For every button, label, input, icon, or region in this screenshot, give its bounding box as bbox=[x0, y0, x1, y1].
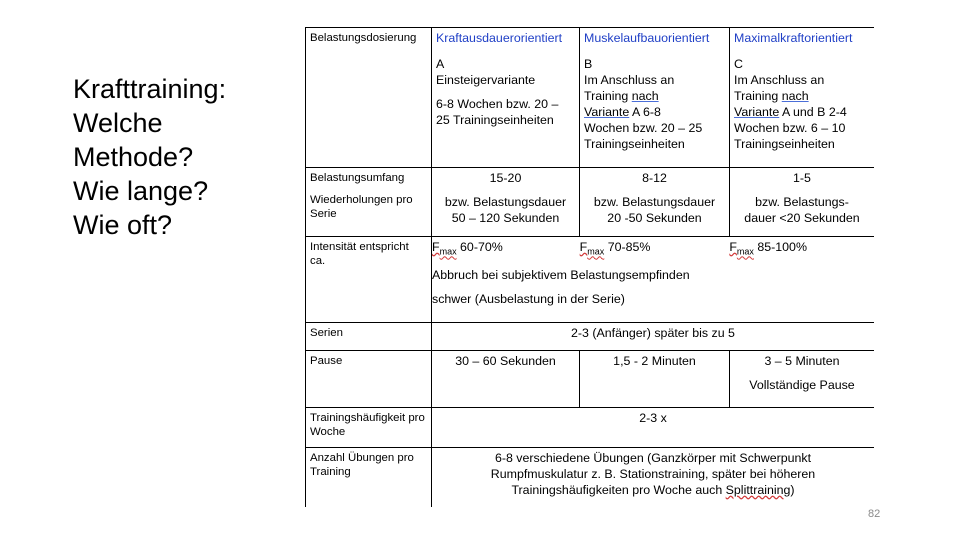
slide-title bbox=[73, 72, 283, 242]
label-serien: Serien bbox=[306, 323, 432, 351]
pause-a: 30 – 60 Sekunden bbox=[432, 351, 580, 408]
col-a-title: Kraftausdauerorientiert bbox=[436, 31, 563, 45]
cell-line: bzw. Belastungsdauer bbox=[593, 195, 716, 209]
umfang-b bbox=[580, 168, 730, 237]
col-b-line: Wochen bzw. 20 – 25 bbox=[584, 121, 703, 135]
cell-line: Trainingshäufigkeiten pro Woche auch Splittraining) bbox=[511, 483, 795, 497]
title-line: Krafttraining: bbox=[73, 74, 227, 104]
cell-line: bzw. Belastungsdauer bbox=[444, 195, 567, 209]
cell-line: Rumpfmuskulatur z. B. Stationstraining, später bei höheren bbox=[490, 467, 816, 481]
title-line: Welche bbox=[73, 108, 163, 138]
row-label: Belastungsumfang bbox=[310, 172, 405, 184]
col-b-line: Trainingseinheiten bbox=[584, 137, 685, 151]
title-line: Methode? bbox=[73, 142, 194, 172]
col-b-line: Training nach bbox=[584, 89, 659, 103]
title-line: Wie lange? bbox=[73, 176, 209, 206]
cell-line: 20 -50 Sekunden bbox=[607, 211, 702, 225]
cell-line: Vollständige Pause bbox=[749, 378, 855, 392]
training-table bbox=[305, 27, 874, 507]
cell-line: 3 – 5 Minuten bbox=[764, 354, 840, 368]
col-c-line: Trainingseinheiten bbox=[734, 137, 835, 151]
col-a-letter: A bbox=[436, 57, 445, 71]
cell-line: 8-12 bbox=[642, 171, 667, 185]
col-c-line: Variante A und B 2-4 bbox=[734, 105, 847, 119]
label-uebungen: Anzahl Übungen pro Training bbox=[306, 448, 432, 508]
col-c-title: Maximalkraftorientiert bbox=[734, 31, 853, 45]
col-a-line: 25 Trainingseinheiten bbox=[436, 113, 554, 127]
intensitaet-b: $F_{max}$ 70-85% bbox=[579, 240, 651, 257]
label-intensitaet: Intensität entspricht ca. bbox=[306, 237, 432, 323]
intensitaet-line: Abbruch bei subjektivem Belastungsempfinden bbox=[432, 268, 690, 283]
intensitaet-c: $F_{max}$ 85-100% bbox=[729, 240, 807, 257]
cell-line: dauer <20 Sekunden bbox=[744, 211, 860, 225]
serien-value: 2-3 (Anfänger) später bis zu 5 bbox=[432, 323, 875, 351]
umfang-a bbox=[432, 168, 580, 237]
col-b-line: Variante A 6-8 bbox=[584, 105, 661, 119]
col-b-line: Im Anschluss an bbox=[584, 73, 675, 87]
col-c-line: Im Anschluss an bbox=[734, 73, 825, 87]
cell-line: 50 – 120 Sekunden bbox=[451, 211, 560, 225]
haeufigkeit-row bbox=[306, 408, 875, 448]
col-c-line: Wochen bzw. 6 – 10 bbox=[734, 121, 846, 135]
uebungen-value bbox=[432, 448, 875, 508]
cell-line: 1-5 bbox=[793, 171, 811, 185]
label-belastungsdosierung: Belastungsdosierung bbox=[306, 28, 432, 168]
col-b-letter: B bbox=[584, 57, 593, 71]
col-a-line: Einsteigervariante bbox=[436, 73, 536, 87]
col-a-line: 6-8 Wochen bzw. 20 – bbox=[436, 97, 559, 111]
title-line: Wie oft? bbox=[73, 210, 173, 240]
col-c-header bbox=[730, 28, 875, 168]
label-belastungsumfang bbox=[306, 168, 432, 237]
haeufigkeit-value: 2-3 x bbox=[432, 408, 875, 448]
intensitaet-line: schwer (Ausbelastung in der Serie) bbox=[432, 292, 625, 307]
row-label: Wiederholungen pro Serie bbox=[310, 194, 413, 220]
col-b-header bbox=[580, 28, 730, 168]
label-pause: Pause bbox=[306, 351, 432, 408]
cell-line: bzw. Belastungs- bbox=[755, 195, 849, 209]
umfang-row bbox=[306, 168, 875, 237]
col-c-line: Training nach bbox=[734, 89, 809, 103]
pause-c bbox=[730, 351, 875, 408]
training-table-container bbox=[305, 27, 874, 507]
header-row bbox=[306, 28, 875, 168]
intensitaet-a: $F_{max}$ 60-70% bbox=[432, 240, 503, 257]
umfang-c bbox=[730, 168, 875, 237]
serien-row bbox=[306, 323, 875, 351]
intensitaet-row bbox=[306, 237, 875, 323]
col-b-title: Muskelaufbauorientiert bbox=[584, 31, 710, 45]
col-c-letter: C bbox=[734, 57, 743, 71]
pause-row bbox=[306, 351, 875, 408]
col-a-header bbox=[432, 28, 580, 168]
cell-line: 15-20 bbox=[489, 171, 522, 185]
intensitaet-cell bbox=[432, 237, 875, 323]
page-number: 82 bbox=[868, 508, 881, 520]
pause-b: 1,5 - 2 Minuten bbox=[580, 351, 730, 408]
label-haeufigkeit: Trainingshäufigkeit pro Woche bbox=[306, 408, 432, 448]
cell-line: 6-8 verschiedene Übungen (Ganzkörper mit Schwerpunkt bbox=[494, 451, 812, 465]
intensitaet-values bbox=[432, 239, 874, 259]
uebungen-row bbox=[306, 448, 875, 508]
